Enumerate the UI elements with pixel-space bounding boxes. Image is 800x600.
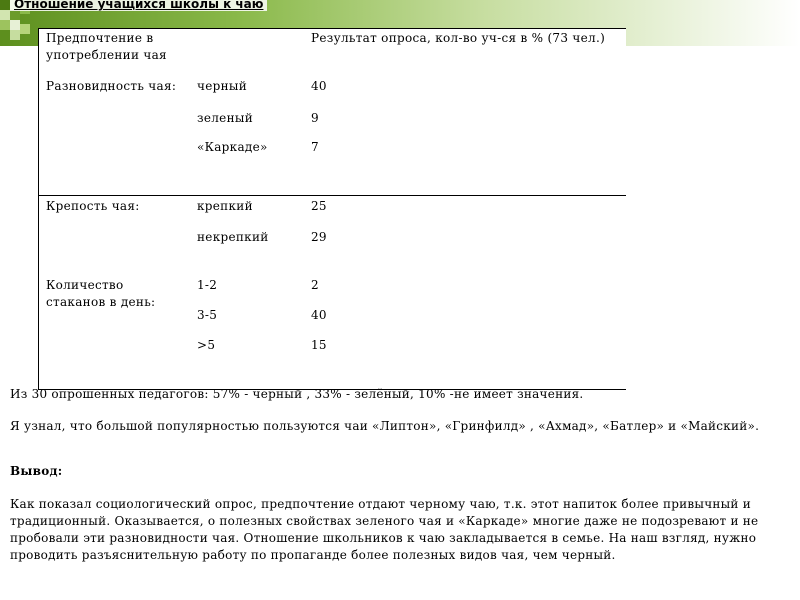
decor-square	[20, 24, 30, 34]
page-title: Отношение учащихся школы к чаю	[10, 0, 267, 11]
value-cell: 40	[311, 79, 327, 93]
brands-note: Я узнал, что большой популярностью пользуются чаи «Липтон», «Гринфилд» , «Ахмад», «Батлер» и «Майский».	[10, 419, 760, 433]
teachers-note: Из 30 опрошенных педагогов: 57% - черный , 33% - зелёный, 10% -не имеет значения.	[10, 387, 584, 401]
value-cell: 15	[311, 338, 327, 352]
group-label-glasses: Количество стаканов в день:	[46, 278, 156, 309]
value-cell: 9	[311, 111, 319, 125]
value-cell: 25	[311, 199, 327, 213]
table-top-rule	[38, 28, 626, 29]
conclusion-heading: Вывод:	[10, 464, 63, 478]
value-cell: 40	[311, 308, 327, 322]
option-cell: крепкий	[197, 199, 253, 213]
option-cell: черный	[197, 79, 248, 93]
option-cell: 1-2	[197, 278, 218, 292]
group-label-strength: Крепость чая:	[46, 199, 140, 213]
decor-square	[10, 10, 20, 20]
option-cell: «Каркаде»	[197, 140, 268, 154]
decor-square	[0, 10, 10, 20]
header-result: Результат опроса, кол-во уч-ся в % (73 чел.)	[311, 31, 606, 45]
decor-square	[10, 20, 20, 30]
value-cell: 7	[311, 140, 319, 154]
group-label-variety: Разновидность чая:	[46, 79, 177, 93]
header-preference: Предпочтение в употреблении чая	[46, 31, 167, 62]
option-cell: некрепкий	[197, 230, 269, 244]
decor-square	[10, 30, 20, 40]
table-left-rule	[38, 28, 39, 390]
table-section-rule	[38, 195, 626, 196]
decor-square	[0, 30, 10, 40]
option-cell: >5	[197, 338, 216, 352]
value-cell: 29	[311, 230, 327, 244]
value-cell: 2	[311, 278, 319, 292]
decor-square	[0, 20, 10, 30]
option-cell: 3-5	[197, 308, 218, 322]
option-cell: зеленый	[197, 111, 254, 125]
decor-square	[0, 0, 10, 10]
conclusion-text: Как показал социологический опрос, предпочтение отдают черному чаю, т.к. этот напиток более привычный и традиционный. Оказывается, о полезных свойствах зеленого чая и «Каркаде» многие даже не подозревают и не пробовали эти разновидности чая. Отношение школьников к чаю закладывается в семье. На наш взгляд, нужно проводить разъяснительную работу по пропаганде более полезных видов чая, чем черный.	[10, 497, 759, 562]
